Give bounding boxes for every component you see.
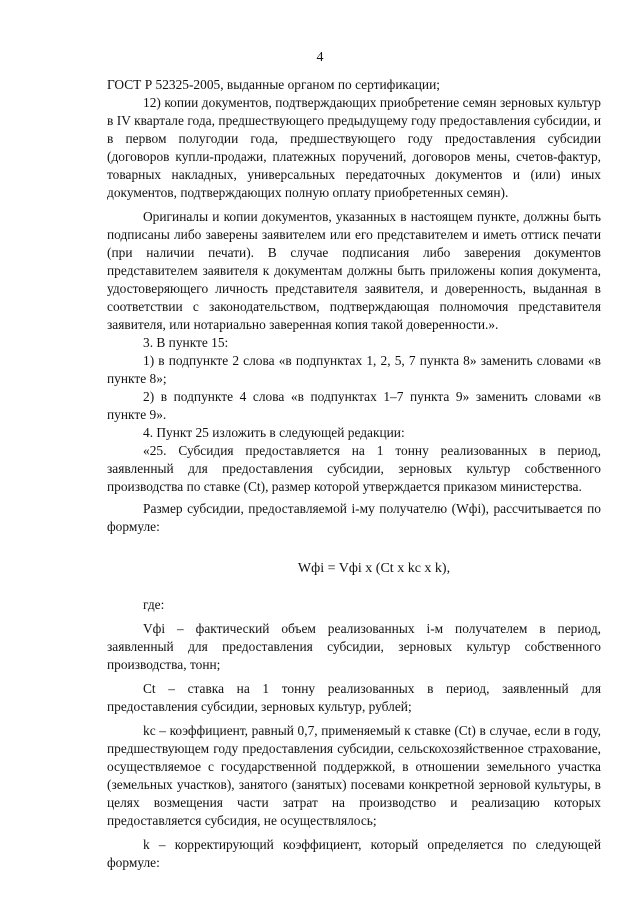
subsidy-formula: Wфi = Vфi x (Ct x kc x k), [297,561,451,576]
document-body [107,76,601,872]
paragraph-originals: Оригиналы и копии документов, указанных в настоящем пункте, должны быть подписаны либо заверены заявителем или его представителем и иметь оттиск печати (при наличии печати). В случае подписания либо заверения документов представителем заявителя к документам должны быть приложены копия документа, удостоверяющего личность представителя заявителя, и доверенность, выданная в соответствии с законодательством, подтверждающая полномочия представителя заявителя, или нотариально заверенная копия такой доверенности.». [107,209,601,332]
paragraph-point-3: 3. В пункте 15: [143,335,229,350]
definition-kc: kc – коэффициент, равный 0,7, применяемый к ставке (Ct) в случае, если в году, предшествующем году предоставления субсидии, сельскохозяйственное страхование, осуществляемое с государственной поддержкой, в отношении земельного участка (земельных участков), занятого (занятых) посевами конкретной зерновой культуры, в целях возмещения части затрат на производство и реализацию которых предоставляется субсидия, не осуществлялось; [107,723,601,828]
paragraph-subitem-2: 2) в подпункте 4 слова «в подпунктах 1–7 пункта 9» заменить словами «в пункте 9». [107,389,601,422]
paragraph-item-12: 12) копии документов, подтверждающих приобретение семян зерновых культур в IV квартале года, предшествующего предыдущему году предоставления субсидии, и в первом полугодии года, предшествующего году предоставления субсидии (договоров купли-продажи, платежных поручений, договоров мены, счетов-фактур, товарных накладных, универсальных передаточных документов и (или) иных документов, подтверждающих полную оплату приобретенных семян). [107,95,601,200]
paragraph-point-4: 4. Пункт 25 изложить в следующей редакции: [143,425,405,440]
paragraph-gost: ГОСТ Р 52325-2005, выданные органом по сертификации; [107,77,440,92]
definition-ct: Ct – ставка на 1 тонну реализованных в период, заявленный для предоставления субсидии, зерновых культур, рублей; [107,681,601,714]
where-label: где: [143,597,165,612]
page-number: 4 [316,50,324,65]
paragraph-subitem-1: 1) в подпункте 2 слова «в подпунктах 1, 2, 5, 7 пункта 8» заменить словами «в пункте 8»; [107,353,601,386]
paragraph-point-25: «25. Субсидия предоставляется на 1 тонну реализованных в период, заявленный для предоставления субсидии, зерновых культур собственного производства по ставке (Ct), размер которой утверждается приказом министерства. [107,443,601,494]
definition-k: k – корректирующий коэффициент, который определяется по следующей формуле: [107,837,601,870]
definition-vfi: Vфi – фактический объем реализованных i-м получателем в период, заявленный для предоставления субсидии, зерновых культур собственного производства, тонн; [107,621,601,672]
paragraph-subsidy-size: Размер субсидии, предоставляемой i-му получателю (Wфi), рассчитывается по формуле: [107,501,601,534]
